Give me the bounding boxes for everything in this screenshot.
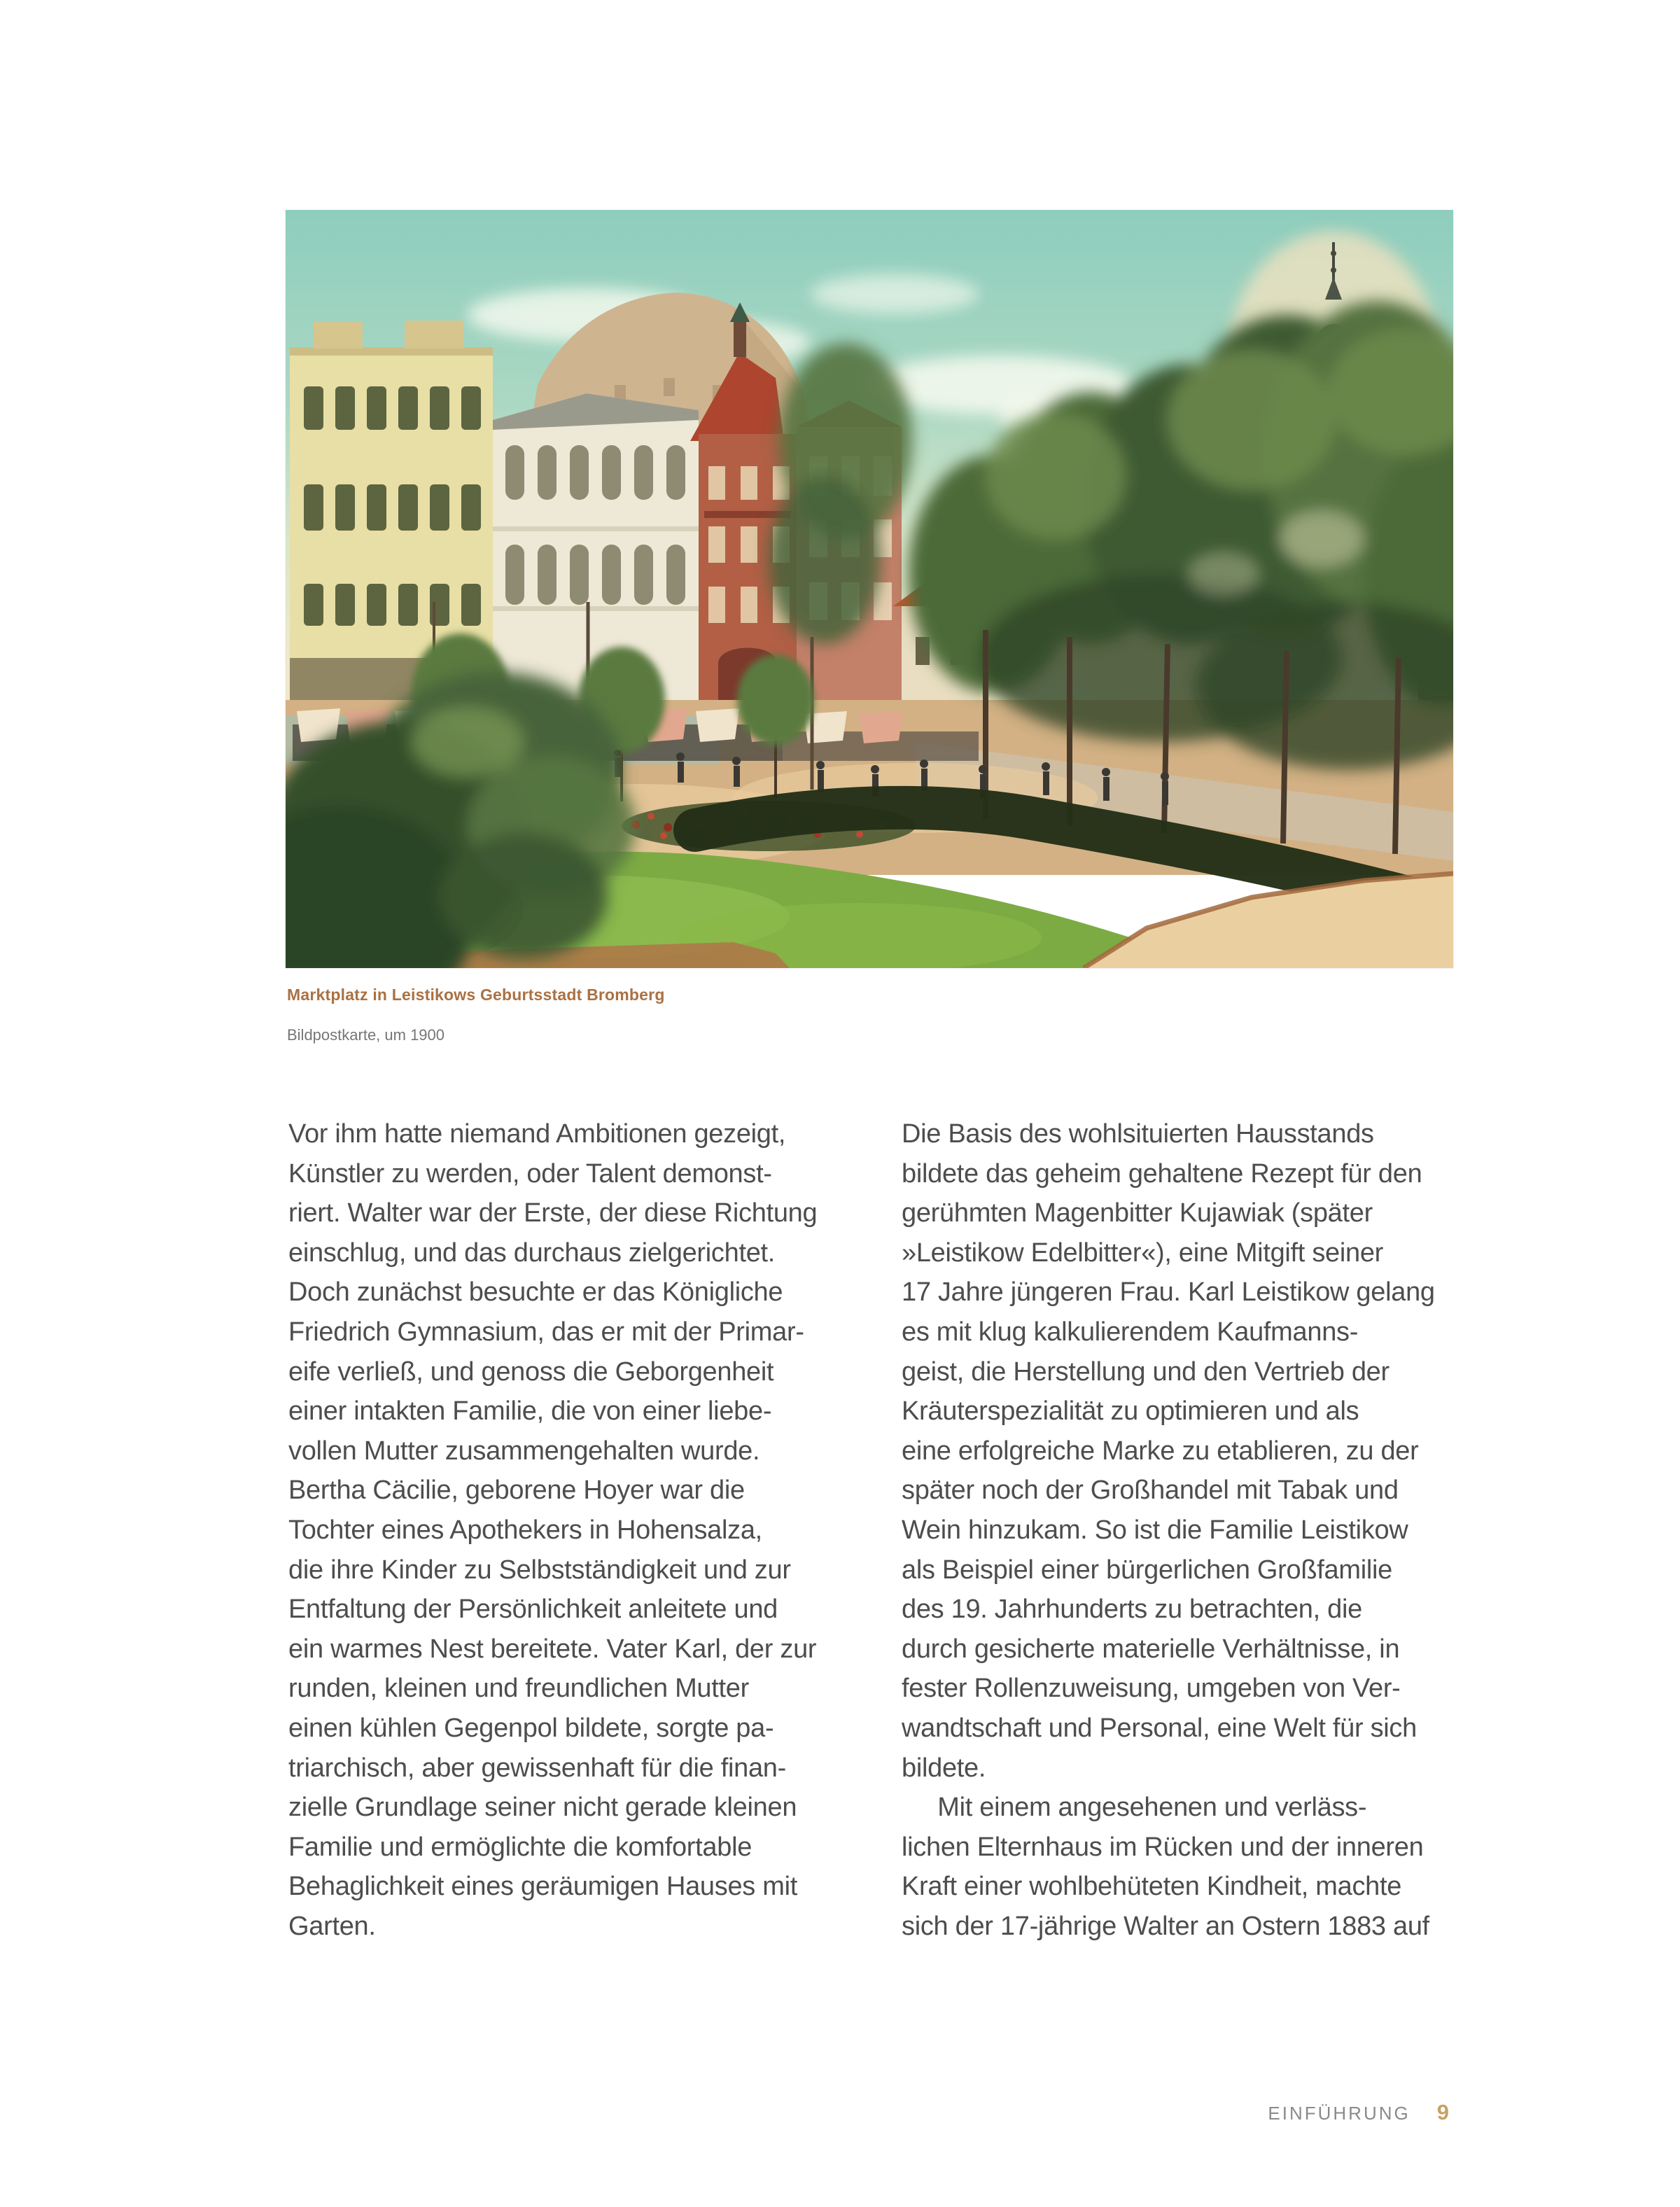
- text-line: lichen Elternhaus im Rücken und der inneren: [902, 1832, 1424, 1862]
- text-line: vollen Mutter zusammengehalten wurde.: [288, 1436, 760, 1466]
- text-line: Behaglichkeit eines geräumigen Hauses mit: [288, 1872, 797, 1902]
- text-line: Doch zunächst besuchte er das Königliche: [288, 1277, 783, 1308]
- postcard-figure: [286, 210, 1453, 968]
- text-line: sich der 17-jährige Walter an Ostern 1883 auf: [902, 1911, 1429, 1941]
- text-line: einen kühlen Gegenpol bildete, sorgte pa-: [288, 1713, 774, 1743]
- text-line: Wein hinzukam. So ist die Familie Leistikow: [902, 1515, 1408, 1545]
- text-line: Tochter eines Apothekers in Hohensalza,: [288, 1515, 762, 1545]
- text-column-left: [288, 1114, 841, 1946]
- text-line: Die Basis des wohlsituierten Hausstands: [902, 1119, 1374, 1149]
- page-number: 9: [1436, 2100, 1449, 2124]
- text-line: einer intakten Familie, die von einer liebe-: [288, 1396, 772, 1427]
- text-line: bildete.: [902, 1753, 986, 1783]
- text-line: Künstler zu werden, oder Talent demonst-: [288, 1158, 772, 1189]
- text-line: geist, die Herstellung und den Vertrieb der: [902, 1357, 1390, 1387]
- text-line: eine erfolgreiche Marke zu etablieren, zu der: [902, 1436, 1419, 1466]
- text-line: wandtschaft und Personal, eine Welt für sich: [902, 1713, 1417, 1743]
- text-line: riert. Walter war der Erste, der diese Richtung: [288, 1198, 818, 1228]
- text-line: zielle Grundlage seiner nicht gerade kleinen: [288, 1793, 797, 1823]
- text-line: Garten.: [288, 1911, 376, 1941]
- text-line: einschlug, und das durchaus zielgerichtet.: [288, 1238, 776, 1268]
- text-line: triarchisch, aber gewissenhaft für die finan-: [288, 1753, 786, 1783]
- text-line: durch gesicherte materielle Verhältnisse, in: [902, 1634, 1400, 1664]
- text-line: bildete das geheim gehaltene Rezept für den: [902, 1158, 1422, 1189]
- text-line: des 19. Jahrhunderts zu betrachten, die: [902, 1595, 1362, 1625]
- figure-caption: Marktplatz in Leistikows Geburtsstadt Bromberg: [287, 986, 665, 1004]
- text-line: die ihre Kinder zu Selbstständigkeit und zur: [288, 1555, 791, 1585]
- text-line: runden, kleinen und freundlichen Mutter: [288, 1674, 749, 1704]
- section-label: EINFÜHRUNG: [1268, 2103, 1410, 2124]
- text-line: Vor ihm hatte niemand Ambitionen gezeigt,: [288, 1119, 786, 1149]
- text-line: Bertha Cäcilie, geborene Hoyer war die: [288, 1476, 745, 1506]
- text-line: Kräuterspezialität zu optimieren und als: [902, 1396, 1359, 1427]
- text-line: eife verließ, und genoss die Geborgenheit: [288, 1357, 774, 1387]
- text-line: als Beispiel einer bürgerlichen Großfamilie: [902, 1555, 1392, 1585]
- text-line: es mit klug kalkulierendem Kaufmanns-: [902, 1317, 1359, 1347]
- text-line: Kraft einer wohlbehüteten Kindheit, machte: [902, 1872, 1402, 1902]
- text-line: Mit einem angesehenen und verläss-: [902, 1793, 1367, 1823]
- figure-subcaption: Bildpostkarte, um 1900: [287, 1026, 445, 1044]
- text-line: Friedrich Gymnasium, das er mit der Primar-: [288, 1317, 804, 1347]
- page-footer: [1268, 2100, 1449, 2125]
- text-line: 17 Jahre jüngeren Frau. Karl Leistikow gelang: [902, 1277, 1435, 1308]
- text-line: fester Rollenzuweisung, umgeben von Ver-: [902, 1674, 1401, 1704]
- postcard-image: [286, 210, 1453, 968]
- text-line: Entfaltung der Persönlichkeit anleitete und: [288, 1595, 778, 1625]
- text-line: Familie und ermöglichte die komfortable: [288, 1832, 752, 1862]
- text-line: später noch der Großhandel mit Tabak und: [902, 1476, 1399, 1506]
- text-column-right: [902, 1114, 1462, 1946]
- text-line: »Leistikow Edelbitter«), eine Mitgift seiner: [902, 1238, 1384, 1268]
- text-line: ein warmes Nest bereitete. Vater Karl, der zur: [288, 1634, 817, 1664]
- text-line: gerühmten Magenbitter Kujawiak (später: [902, 1198, 1373, 1228]
